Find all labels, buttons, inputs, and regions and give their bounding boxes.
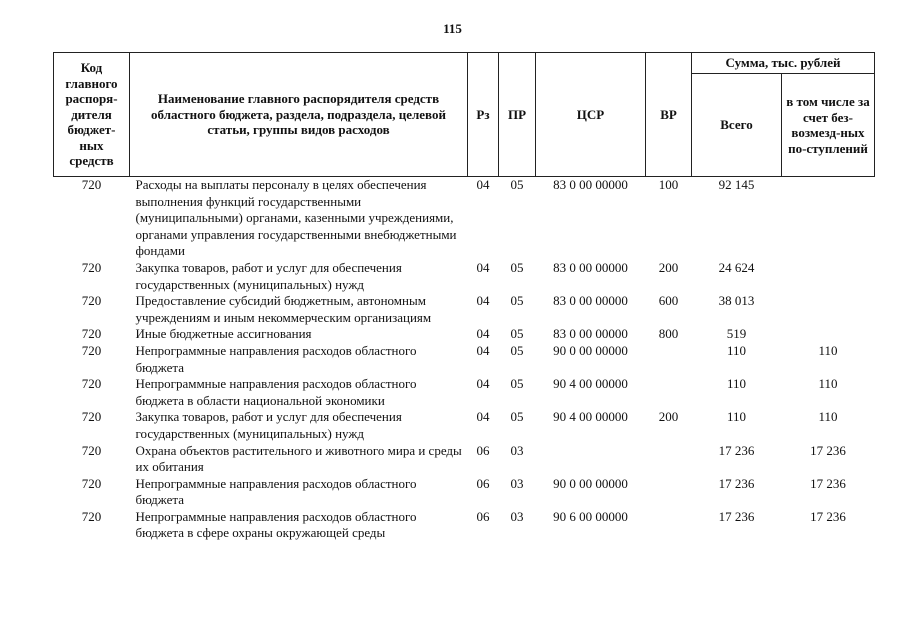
header-name: Наименование главного распорядителя средств областного бюджета, раздела, подраздела, целевой статьи, группы видов расходов (130, 53, 468, 177)
cell-code: 720 (81, 177, 102, 192)
cell-incl (782, 260, 875, 293)
cell-rz: 06 (476, 442, 490, 458)
cell-name: Непрограммные направления расходов областного бюджета (135, 342, 417, 375)
cell-csr: 90 4 00 00000 (553, 376, 628, 392)
cell-code: 720 (81, 326, 102, 342)
cell-name: Закупка товаров, работ и услуг для обеспечения государственных (муниципальных) нужд (135, 409, 402, 441)
table-row (54, 177, 875, 260)
header-incl: в том числе за счет без-возмезд-ных по-ступлений (782, 74, 875, 177)
cell-csr (536, 443, 646, 476)
cell-name: Предоставление субсидий бюджетным, автономным учреждениям и иным некоммерческим организациям (135, 293, 432, 325)
cell-incl: 110 (818, 342, 838, 358)
header-sum: Сумма, тыс. рублей (692, 53, 875, 74)
cell-csr: 90 4 00 00000 (553, 409, 628, 425)
table-row (54, 376, 875, 409)
table-row (54, 476, 875, 509)
cell-total: 24 624 (718, 259, 755, 275)
table-body (54, 177, 875, 543)
table-row (54, 343, 875, 376)
cell-pr: 03 (510, 508, 524, 524)
cell-rz: 04 (476, 409, 490, 425)
page-number: 115 (443, 21, 462, 36)
cell-vr: 200 (658, 409, 679, 425)
table-row (54, 509, 875, 542)
cell-incl (782, 177, 875, 260)
cell-total: 110 (726, 376, 747, 392)
cell-incl: 17 236 (810, 442, 846, 458)
table-header (54, 53, 875, 177)
cell-vr (646, 509, 692, 542)
cell-rz: 04 (476, 342, 490, 358)
header-total: Всего (692, 74, 782, 177)
cell-vr (646, 376, 692, 409)
table-row (54, 260, 875, 293)
table-row (54, 293, 875, 326)
cell-pr: 05 (510, 259, 524, 275)
cell-rz: 06 (476, 508, 490, 524)
cell-csr: 90 0 00 00000 (553, 475, 628, 491)
header-pr: ПР (499, 53, 536, 177)
cell-csr: 83 0 00 00000 (553, 177, 628, 192)
cell-pr: 05 (510, 293, 524, 309)
cell-incl: 110 (818, 376, 838, 392)
cell-total: 17 236 (718, 442, 755, 458)
cell-rz: 04 (476, 293, 490, 309)
cell-pr: 05 (510, 409, 524, 425)
cell-incl (782, 293, 875, 326)
cell-rz: 04 (476, 376, 490, 392)
cell-rz: 06 (476, 475, 490, 491)
cell-vr: 600 (658, 293, 679, 309)
cell-name: Закупка товаров, работ и услуг для обеспечения государственных (муниципальных) нужд (135, 259, 402, 292)
cell-rz: 04 (476, 259, 490, 275)
cell-vr (646, 443, 692, 476)
table-row (54, 326, 875, 343)
cell-code: 720 (81, 293, 102, 309)
cell-pr: 03 (510, 442, 524, 458)
cell-csr: 83 0 00 00000 (553, 326, 628, 342)
cell-code: 720 (81, 442, 102, 458)
cell-code: 720 (81, 409, 102, 425)
cell-total: 17 236 (718, 475, 755, 491)
cell-rz: 04 (476, 326, 490, 342)
cell-incl: 17 236 (810, 508, 846, 524)
cell-code: 720 (81, 508, 102, 524)
cell-total: 38 013 (718, 293, 755, 309)
cell-csr: 90 0 00 00000 (553, 342, 628, 358)
cell-name: Непрограммные направления расходов областного бюджета (135, 475, 417, 508)
header-csr: ЦСР (536, 53, 646, 177)
cell-csr: 83 0 00 00000 (553, 259, 628, 275)
cell-rz: 04 (476, 177, 490, 192)
cell-name: Непрограммные направления расходов областного бюджета в сфере охраны окружающей среды (135, 508, 417, 541)
cell-code: 720 (81, 475, 102, 491)
cell-code: 720 (81, 259, 102, 275)
cell-vr (646, 343, 692, 376)
cell-pr: 05 (510, 326, 524, 342)
cell-csr: 90 6 00 00000 (553, 508, 628, 524)
cell-incl: 17 236 (810, 475, 846, 491)
cell-vr: 100 (658, 177, 679, 192)
cell-pr: 05 (510, 342, 524, 358)
cell-vr (646, 476, 692, 509)
cell-pr: 05 (510, 376, 524, 392)
table-row (54, 443, 875, 476)
cell-code: 720 (81, 376, 102, 392)
cell-total: 110 (726, 342, 747, 358)
cell-incl (782, 326, 875, 343)
cell-total: 110 (726, 409, 747, 425)
cell-total: 17 236 (718, 508, 755, 524)
cell-name: Непрограммные направления расходов областного бюджета в области национальной экономики (135, 376, 417, 408)
cell-pr: 03 (510, 475, 524, 491)
cell-name: Иные бюджетные ассигнования (135, 326, 312, 342)
cell-csr: 83 0 00 00000 (553, 293, 628, 309)
header-rz: Рз (468, 53, 499, 177)
cell-vr: 800 (658, 326, 679, 342)
header-vr: ВР (646, 53, 692, 177)
cell-incl: 110 (818, 409, 838, 425)
header-code: Код главного распоря-дителя бюджет-ных средств (54, 53, 130, 177)
cell-total: 92 145 (718, 177, 755, 192)
cell-name: Расходы на выплаты персоналу в целях обеспечения выполнения функций государственными (муниципальными) органами, казенными учреждениями, органами управления государственными внебюджетными фондами (135, 177, 457, 259)
cell-vr: 200 (658, 259, 679, 275)
cell-name: Охрана объектов растительного и животного мира и среды их обитания (135, 442, 462, 475)
cell-total: 519 (726, 326, 747, 342)
cell-code: 720 (81, 342, 102, 358)
table-row (54, 409, 875, 442)
cell-pr: 05 (510, 177, 524, 192)
budget-table (53, 52, 875, 542)
